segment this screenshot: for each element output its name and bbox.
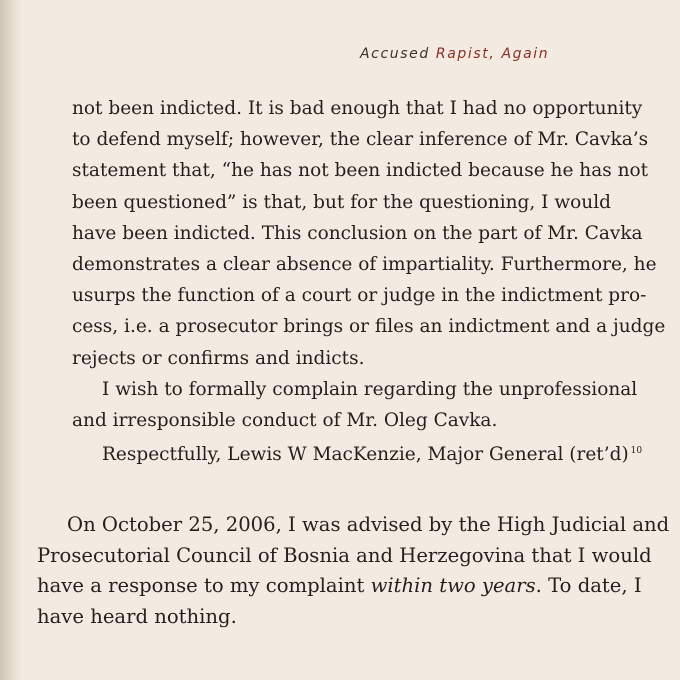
quote-line: rejects or confirms and indicts. xyxy=(72,347,365,369)
main-paragraph xyxy=(37,510,677,633)
main-line3-end: . To date, I xyxy=(535,574,642,598)
quote-line: to defend myself; however, the clear inference of Mr. Cavka’s xyxy=(72,129,649,151)
signature: Respectfully, Lewis W MacKenzie, Major General (ret’d) xyxy=(102,444,629,466)
main-line xyxy=(37,571,677,602)
page-gutter-shadow xyxy=(0,0,22,680)
complaint-line: I wish to formally complain regarding the unprofessional xyxy=(102,378,638,400)
quote-line: been questioned” is that, but for the questioning, I would xyxy=(72,191,611,213)
quote-line: not been indicted. It is bad enough that I had no opportunity xyxy=(72,98,643,119)
quote-line: cess, i.e. a prosecutor brings or files an indictment and a judge xyxy=(72,316,666,338)
main-line: Prosecutorial Council of Bosnia and Herzegovina that I would xyxy=(37,543,652,567)
emphasis-within-two-years: within two years xyxy=(370,574,536,598)
signature-line xyxy=(72,436,643,467)
main-line: On October 25, 2006, I was advised by the High Judicial and xyxy=(67,513,670,536)
running-head-part2: Rapist, Again xyxy=(435,46,550,62)
main-line3-start: have a response to my complaint xyxy=(37,574,371,598)
quote-line: demonstrates a clear absence of impartiality. Furthermore, he xyxy=(72,253,657,275)
complaint-line: and irresponsible conduct of Mr. Oleg Cavka. xyxy=(72,409,498,431)
footnote-ref: 10 xyxy=(630,446,643,457)
main-line: have heard nothing. xyxy=(37,605,237,629)
running-head xyxy=(360,46,549,62)
running-head-part1: Accused xyxy=(360,46,436,62)
quote-line: have been indicted. This conclusion on the part of Mr. Cavka xyxy=(72,222,643,244)
quoted-letter xyxy=(72,93,666,467)
quote-line: usurps the function of a court or judge in the indictment pro- xyxy=(72,285,647,307)
quote-line: statement that, “he has not been indicted because he has not xyxy=(72,160,649,182)
